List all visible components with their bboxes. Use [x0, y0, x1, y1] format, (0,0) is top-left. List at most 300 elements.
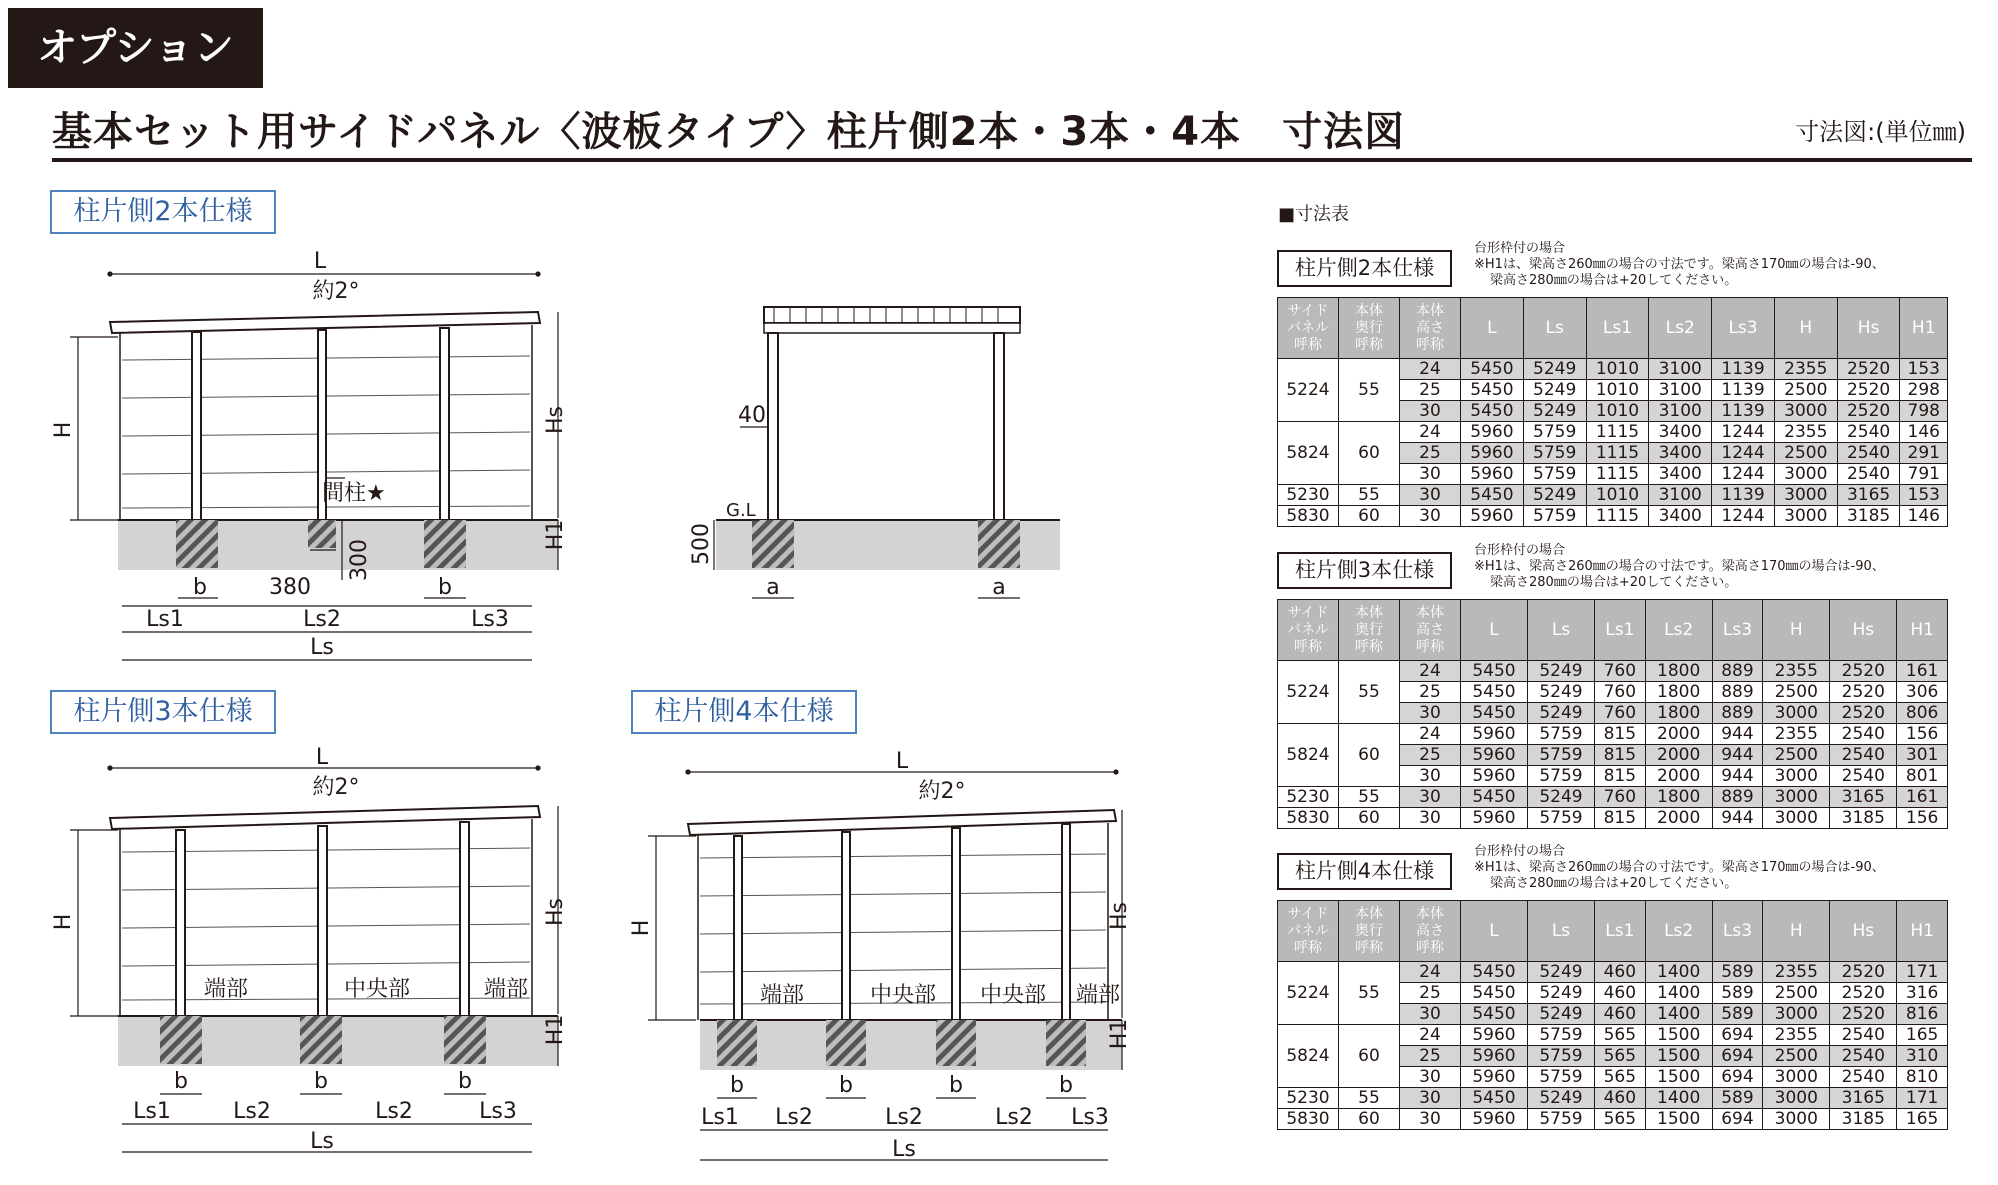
label-end: 端部 [204, 977, 249, 1002]
cell-value: 2540 [1837, 443, 1900, 464]
cell-value: 2500 [1763, 745, 1830, 766]
cell-value: 5960 [1461, 422, 1524, 443]
label-center: 中央部 [344, 977, 411, 1002]
cell-value: 460 [1595, 983, 1646, 1004]
table-name-three: 柱片側3本仕様 [1277, 552, 1452, 589]
dim-Ls1: Ls1 [701, 1105, 739, 1130]
cell-value: 30 [1400, 787, 1461, 808]
dim-Ls: Ls [310, 635, 334, 660]
cell-value: 24 [1400, 962, 1461, 983]
cell-panel: 5830 [1278, 506, 1339, 527]
cell-value: 694 [1712, 1067, 1763, 1088]
cell-depth: 60 [1339, 1025, 1400, 1088]
cell-value: 460 [1595, 1088, 1646, 1109]
cell-value: 5249 [1528, 703, 1595, 724]
cell-value: 2520 [1830, 682, 1897, 703]
cell-value: 24 [1400, 1025, 1461, 1046]
cell-value: 2355 [1763, 661, 1830, 682]
cell-panel: 5230 [1278, 1088, 1339, 1109]
dim-Ls3: Ls3 [471, 607, 509, 632]
cell-value: 3100 [1649, 359, 1712, 380]
cell-value: 30 [1400, 1067, 1461, 1088]
cell-value: 889 [1712, 787, 1763, 808]
cell-value: 3100 [1649, 485, 1712, 506]
table-row [1278, 724, 1948, 745]
dim-H: H [629, 919, 654, 937]
col-header: H1 [1897, 901, 1948, 962]
dim-b: b [730, 1073, 744, 1098]
cell-value: 5450 [1461, 1088, 1528, 1109]
dim-L: L [895, 749, 909, 774]
cell-value: 889 [1712, 661, 1763, 682]
dim-a: a [766, 575, 780, 600]
cell-value: 2540 [1830, 1067, 1897, 1088]
table-name-four: 柱片側4本仕様 [1277, 853, 1452, 890]
cell-depth: 60 [1339, 1109, 1400, 1130]
col-header: サイド パネル 呼称 [1278, 298, 1339, 359]
cell-value: 5249 [1523, 401, 1586, 422]
dim-500: 500 [689, 523, 714, 565]
cell-value: 3185 [1830, 808, 1897, 829]
drawing-three-post [70, 768, 558, 1152]
table-row [1278, 787, 1948, 808]
col-header: Ls1 [1595, 600, 1646, 661]
cell-value: 3400 [1649, 443, 1712, 464]
cell-value: 1115 [1586, 464, 1649, 485]
cell-value: 760 [1595, 787, 1646, 808]
cell-value: 2000 [1645, 724, 1712, 745]
cell-value: 1500 [1645, 1067, 1712, 1088]
col-header: Hs [1830, 901, 1897, 962]
cell-value: 2540 [1830, 766, 1897, 787]
cell-value: 3400 [1649, 506, 1712, 527]
cell-value: 25 [1400, 380, 1461, 401]
cell-value: 3000 [1763, 766, 1830, 787]
cell-value: 5249 [1523, 359, 1586, 380]
cell-value: 944 [1712, 808, 1763, 829]
dim-slope: 約2° [312, 279, 360, 304]
cell-value: 5960 [1461, 766, 1528, 787]
cell-value: 25 [1400, 983, 1461, 1004]
cell-value: 760 [1595, 661, 1646, 682]
col-header: サイド パネル 呼称 [1278, 600, 1339, 661]
cell-value: 3000 [1774, 485, 1837, 506]
cell-value: 5450 [1461, 703, 1528, 724]
col-header: L [1461, 901, 1528, 962]
cell-value: 310 [1897, 1046, 1948, 1067]
dim-b: b [438, 575, 452, 600]
cell-value: 815 [1595, 808, 1646, 829]
col-header: Ls3 [1712, 298, 1775, 359]
table-header-row [1278, 298, 1948, 359]
dim-Ls2: Ls2 [303, 607, 341, 632]
cell-value: 2355 [1774, 422, 1837, 443]
cell-value: 5450 [1461, 983, 1528, 1004]
cell-value: 944 [1712, 766, 1763, 787]
cell-panel: 5224 [1278, 962, 1339, 1025]
cell-value: 801 [1897, 766, 1948, 787]
cell-value: 3185 [1830, 1109, 1897, 1130]
col-header: Ls2 [1645, 600, 1712, 661]
drawing-four-post [648, 772, 1122, 1160]
col-header: Ls3 [1712, 901, 1763, 962]
cell-value: 5960 [1461, 1046, 1528, 1067]
dim-Ls2: Ls2 [775, 1105, 813, 1130]
cell-value: 298 [1900, 380, 1948, 401]
table-three-post [1277, 599, 1948, 829]
cell-value: 5450 [1461, 962, 1528, 983]
col-header: Hs [1837, 298, 1900, 359]
col-header: H1 [1897, 600, 1948, 661]
spec-label-four: 柱片側4本仕様 [631, 690, 857, 734]
dim-Ls2: Ls2 [885, 1105, 923, 1130]
cell-depth: 55 [1339, 359, 1400, 422]
cell-value: 589 [1712, 962, 1763, 983]
note-mabashira: 間柱★ [322, 481, 386, 506]
cell-value: 3000 [1763, 808, 1830, 829]
cell-value: 161 [1897, 661, 1948, 682]
cell-value: 1244 [1712, 422, 1775, 443]
cell-value: 798 [1900, 401, 1948, 422]
col-header: 本体 奥行 呼称 [1339, 298, 1400, 359]
cell-value: 2540 [1830, 1025, 1897, 1046]
col-header: Ls2 [1649, 298, 1712, 359]
cell-value: 815 [1595, 724, 1646, 745]
col-header: 本体 高さ 呼称 [1400, 298, 1461, 359]
dim-300: 300 [347, 539, 372, 581]
col-header: Ls3 [1712, 600, 1763, 661]
cell-value: 1139 [1712, 401, 1775, 422]
cell-value: 5759 [1523, 464, 1586, 485]
cell-value: 30 [1400, 464, 1461, 485]
cell-value: 171 [1897, 1088, 1948, 1109]
cell-value: 5759 [1523, 443, 1586, 464]
table-row [1278, 359, 1948, 380]
table-row [1278, 1025, 1948, 1046]
cell-value: 565 [1595, 1025, 1646, 1046]
cell-value: 5759 [1528, 1067, 1595, 1088]
cell-value: 460 [1595, 962, 1646, 983]
dim-Ls3: Ls3 [1071, 1105, 1109, 1130]
dim-Hs: Hs [543, 897, 568, 927]
cell-value: 5249 [1528, 962, 1595, 983]
cell-value: 5960 [1461, 808, 1528, 829]
dim-L: L [313, 249, 327, 274]
table-row [1278, 485, 1948, 506]
cell-value: 1800 [1645, 682, 1712, 703]
cell-value: 30 [1400, 1109, 1461, 1130]
dim-H: H [51, 421, 76, 439]
cell-panel: 5224 [1278, 359, 1339, 422]
col-header: Hs [1830, 600, 1897, 661]
col-header: 本体 高さ 呼称 [1400, 600, 1461, 661]
col-header: 本体 高さ 呼称 [1400, 901, 1461, 962]
cell-value: 5759 [1528, 1046, 1595, 1067]
cell-value: 2500 [1774, 443, 1837, 464]
cell-value: 5450 [1461, 380, 1524, 401]
cell-value: 816 [1897, 1004, 1948, 1025]
col-header: H1 [1900, 298, 1948, 359]
cell-value: 1139 [1712, 380, 1775, 401]
dim-b: b [839, 1073, 853, 1098]
col-header: サイド パネル 呼称 [1278, 901, 1339, 962]
cell-value: 5759 [1528, 724, 1595, 745]
cell-value: 30 [1400, 808, 1461, 829]
cell-value: 1115 [1586, 422, 1649, 443]
cell-value: 5960 [1461, 745, 1528, 766]
cell-value: 3000 [1763, 1004, 1830, 1025]
cell-value: 3000 [1763, 703, 1830, 724]
cell-value: 316 [1897, 983, 1948, 1004]
cell-value: 25 [1400, 682, 1461, 703]
col-header: L [1461, 298, 1524, 359]
cell-value: 2520 [1830, 962, 1897, 983]
col-header: Ls [1528, 600, 1595, 661]
dim-40: 40 [738, 403, 766, 428]
col-header: Ls1 [1595, 901, 1646, 962]
col-header: Ls [1528, 901, 1595, 962]
cell-value: 589 [1712, 1088, 1763, 1109]
table-note: 台形枠付の場合 ※H1は、梁高さ260㎜の場合の寸法です。梁高さ170㎜の場合は-90、 梁高さ280㎜の場合は+20してください。 [1474, 543, 1885, 590]
cell-value: 5249 [1528, 1088, 1595, 1109]
cell-value: 589 [1712, 1004, 1763, 1025]
col-header: H [1763, 600, 1830, 661]
dim-Hs: Hs [1107, 901, 1132, 931]
cell-value: 3165 [1830, 1088, 1897, 1109]
cell-value: 165 [1897, 1109, 1948, 1130]
cell-value: 1400 [1645, 1004, 1712, 1025]
page-title: 基本セット用サイドパネル〈波板タイプ〉柱片側2本・3本・4本 寸法図 [52, 109, 1406, 155]
cell-value: 5450 [1461, 359, 1524, 380]
drawing-two-post [70, 274, 558, 660]
cell-value: 1139 [1712, 359, 1775, 380]
cell-value: 5450 [1461, 1004, 1528, 1025]
cell-value: 1400 [1645, 962, 1712, 983]
cell-value: 760 [1595, 682, 1646, 703]
cell-value: 25 [1400, 1046, 1461, 1067]
cell-depth: 55 [1339, 1088, 1400, 1109]
cell-value: 161 [1897, 787, 1948, 808]
dim-b: b [174, 1069, 188, 1094]
dim-slope: 約2° [918, 779, 966, 804]
cell-value: 25 [1400, 745, 1461, 766]
table-header-row [1278, 600, 1948, 661]
cell-depth: 55 [1339, 485, 1400, 506]
cell-value: 3400 [1649, 464, 1712, 485]
cell-value: 3100 [1649, 401, 1712, 422]
cell-value: 2540 [1830, 745, 1897, 766]
dim-slope: 約2° [312, 775, 360, 800]
col-header: 本体 奥行 呼称 [1339, 901, 1400, 962]
cell-depth: 55 [1339, 962, 1400, 1025]
dim-a: a [992, 575, 1006, 600]
cell-panel: 5230 [1278, 485, 1339, 506]
unit-note: 寸法図:(単位㎜) [1795, 118, 1966, 146]
cell-value: 889 [1712, 703, 1763, 724]
cell-value: 2000 [1645, 745, 1712, 766]
cell-value: 1010 [1586, 401, 1649, 422]
cell-value: 5960 [1461, 1067, 1528, 1088]
cell-value: 2540 [1837, 422, 1900, 443]
cell-value: 5960 [1461, 1109, 1528, 1130]
cell-depth: 60 [1339, 724, 1400, 787]
col-header: L [1461, 600, 1528, 661]
dim-Ls1: Ls1 [133, 1099, 171, 1124]
cell-value: 1800 [1645, 661, 1712, 682]
table-row [1278, 962, 1948, 983]
dim-Ls: Ls [310, 1129, 334, 1154]
cell-value: 2520 [1837, 401, 1900, 422]
col-header: H [1763, 901, 1830, 962]
cell-panel: 5230 [1278, 787, 1339, 808]
cell-value: 1244 [1712, 464, 1775, 485]
table-note: 台形枠付の場合 ※H1は、梁高さ260㎜の場合の寸法です。梁高さ170㎜の場合は-90、 梁高さ280㎜の場合は+20してください。 [1474, 241, 1885, 288]
label-end: 端部 [1076, 983, 1121, 1008]
cell-value: 3000 [1763, 787, 1830, 808]
cell-panel: 5824 [1278, 1025, 1339, 1088]
cell-value: 5249 [1528, 682, 1595, 703]
cell-value: 5450 [1461, 661, 1528, 682]
cell-value: 3185 [1837, 506, 1900, 527]
cell-value: 589 [1712, 983, 1763, 1004]
col-header: H [1774, 298, 1837, 359]
table-row [1278, 422, 1948, 443]
table-row [1278, 808, 1948, 829]
cell-value: 1244 [1712, 443, 1775, 464]
cell-value: 3000 [1774, 401, 1837, 422]
cell-value: 5960 [1461, 724, 1528, 745]
cell-value: 30 [1400, 401, 1461, 422]
cell-value: 153 [1900, 485, 1948, 506]
cell-value: 5759 [1528, 1109, 1595, 1130]
cell-value: 30 [1400, 485, 1461, 506]
cell-value: 146 [1900, 422, 1948, 443]
table-two-post [1277, 297, 1948, 527]
cell-value: 2355 [1763, 962, 1830, 983]
dim-380: 380 [269, 575, 311, 600]
cell-value: 3400 [1649, 422, 1712, 443]
table-row [1278, 1109, 1948, 1130]
cell-panel: 5824 [1278, 724, 1339, 787]
cell-depth: 55 [1339, 661, 1400, 724]
cell-value: 5960 [1461, 464, 1524, 485]
cell-value: 2520 [1830, 1004, 1897, 1025]
cell-value: 2500 [1763, 1046, 1830, 1067]
cell-value: 146 [1900, 506, 1948, 527]
cell-depth: 55 [1339, 787, 1400, 808]
cell-depth: 60 [1339, 808, 1400, 829]
cell-value: 2520 [1837, 359, 1900, 380]
cell-value: 3000 [1774, 506, 1837, 527]
cell-value: 2355 [1774, 359, 1837, 380]
cell-value: 815 [1595, 766, 1646, 787]
cell-value: 1139 [1712, 485, 1775, 506]
cell-value: 5960 [1461, 506, 1524, 527]
dim-H: H [51, 913, 76, 931]
cell-value: 5960 [1461, 443, 1524, 464]
dim-H1: H1 [1107, 1018, 1132, 1050]
cell-value: 2520 [1830, 661, 1897, 682]
cell-value: 30 [1400, 506, 1461, 527]
cell-value: 2000 [1645, 766, 1712, 787]
cell-value: 30 [1400, 1004, 1461, 1025]
dim-b: b [1059, 1073, 1073, 1098]
cell-value: 3000 [1763, 1088, 1830, 1109]
cell-value: 3100 [1649, 380, 1712, 401]
dim-b: b [458, 1069, 472, 1094]
cell-value: 2000 [1645, 808, 1712, 829]
col-header: Ls1 [1586, 298, 1649, 359]
col-header: Ls2 [1645, 901, 1712, 962]
drawing-side-view [714, 307, 1060, 598]
dim-Ls: Ls [892, 1137, 916, 1162]
section-badge: オプション [8, 8, 263, 88]
dim-Ls1: Ls1 [146, 607, 184, 632]
table-name-two: 柱片側2本仕様 [1277, 250, 1452, 287]
cell-value: 760 [1595, 703, 1646, 724]
cell-value: 5759 [1523, 422, 1586, 443]
cell-value: 30 [1400, 1088, 1461, 1109]
cell-value: 30 [1400, 703, 1461, 724]
cell-value: 165 [1897, 1025, 1948, 1046]
cell-depth: 60 [1339, 422, 1400, 485]
cell-value: 25 [1400, 443, 1461, 464]
cell-value: 24 [1400, 724, 1461, 745]
cell-value: 156 [1897, 724, 1948, 745]
dim-Ls3: Ls3 [479, 1099, 517, 1124]
cell-value: 3000 [1763, 1067, 1830, 1088]
cell-value: 1010 [1586, 380, 1649, 401]
cell-value: 24 [1400, 661, 1461, 682]
dim-Ls2: Ls2 [995, 1105, 1033, 1130]
cell-value: 1244 [1712, 506, 1775, 527]
cell-value: 306 [1897, 682, 1948, 703]
cell-value: 1500 [1645, 1025, 1712, 1046]
cell-value: 2520 [1837, 380, 1900, 401]
cell-panel: 5824 [1278, 422, 1339, 485]
cell-value: 815 [1595, 745, 1646, 766]
cell-panel: 5830 [1278, 808, 1339, 829]
cell-value: 5960 [1461, 1025, 1528, 1046]
cell-value: 1010 [1586, 485, 1649, 506]
dim-b: b [193, 575, 207, 600]
label-end: 端部 [760, 983, 805, 1008]
cell-value: 5249 [1528, 983, 1595, 1004]
cell-value: 1800 [1645, 787, 1712, 808]
spec-label-three: 柱片側3本仕様 [50, 690, 276, 734]
cell-value: 806 [1897, 703, 1948, 724]
cell-value: 2520 [1830, 703, 1897, 724]
cell-value: 2520 [1830, 983, 1897, 1004]
cell-value: 1400 [1645, 1088, 1712, 1109]
cell-value: 3165 [1837, 485, 1900, 506]
cell-value: 2355 [1763, 724, 1830, 745]
label-center: 中央部 [980, 983, 1047, 1008]
drawing-two-post-labels [51, 249, 568, 660]
cell-value: 889 [1712, 682, 1763, 703]
cell-value: 5450 [1461, 787, 1528, 808]
table-row [1278, 506, 1948, 527]
cell-value: 2355 [1763, 1025, 1830, 1046]
cell-value: 694 [1712, 1025, 1763, 1046]
spec-label-two: 柱片側2本仕様 [50, 190, 276, 234]
cell-value: 3000 [1763, 1109, 1830, 1130]
cell-value: 791 [1900, 464, 1948, 485]
cell-value: 5759 [1528, 766, 1595, 787]
dim-Hs: Hs [543, 405, 568, 435]
cell-depth: 60 [1339, 506, 1400, 527]
cell-panel: 5224 [1278, 661, 1339, 724]
